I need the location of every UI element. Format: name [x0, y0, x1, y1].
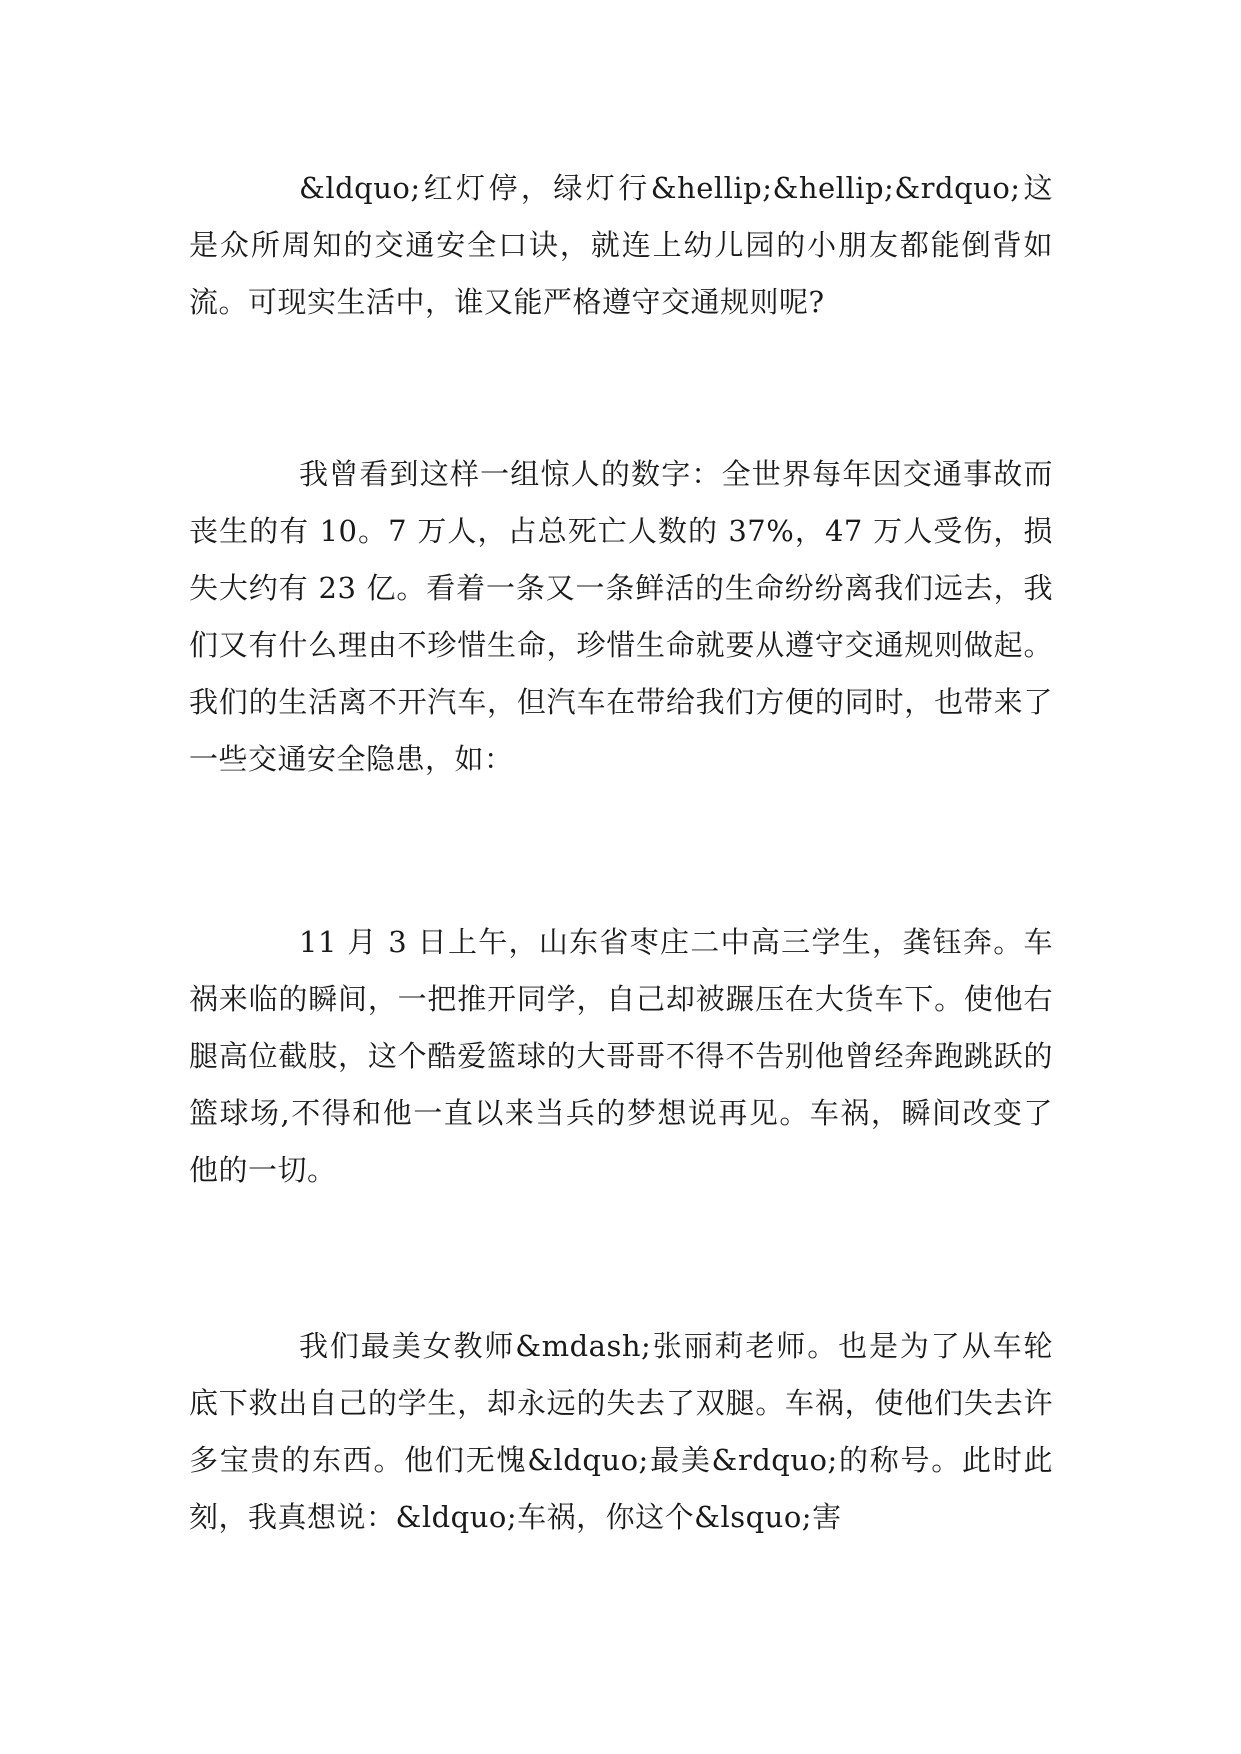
paragraph-traffic-slogan: &ldquo;红灯停，绿灯行&hellip;&hellip;&rdquo;这是众所周知的交通安全口诀，就连上幼儿园的小朋友都能倒背如流。可现实生活中，谁又能严格遵守交通规则呢? [189, 171, 1053, 319]
paragraph-statistics: 我曾看到这样一组惊人的数字：全世界每年因交通事故而丧生的有 10。7 万人，占总死亡人数的 37%，47 万人受伤，损失大约有 23 亿。看着一条又一条鲜活的生命纷纷离我们远去，我们又有什么理由不珍惜生命，珍惜生命就要从遵守交通规则做起。我们的生活离不开汽车，但汽车在带给我们方便的同时，也带来了一些交通安全隐患，如： [189, 457, 1053, 776]
paragraph-teacher-story: 我们最美女教师&mdash;张丽莉老师。也是为了从车轮底下救出自己的学生，却永远的失去了双腿。车祸，使他们失去许多宝贵的东西。他们无愧&ldquo;最美&rdquo;的称号。此时此刻，我真想说：&ldquo;车祸，你这个&lsquo;害 [189, 1329, 1053, 1534]
paragraph-student-accident: 11 月 3 日上午，山东省枣庄二中高三学生，龚钰奔。车祸来临的瞬间，一把推开同学，自己却被蹍压在大货车下。使他右腿高位截肢，这个酷爱篮球的大哥哥不得不告别他曾经奔跑跳跃的篮球场,不得和他一直以来当兵的梦想说再见。车祸，瞬间改变了他的一切。 [189, 925, 1053, 1187]
